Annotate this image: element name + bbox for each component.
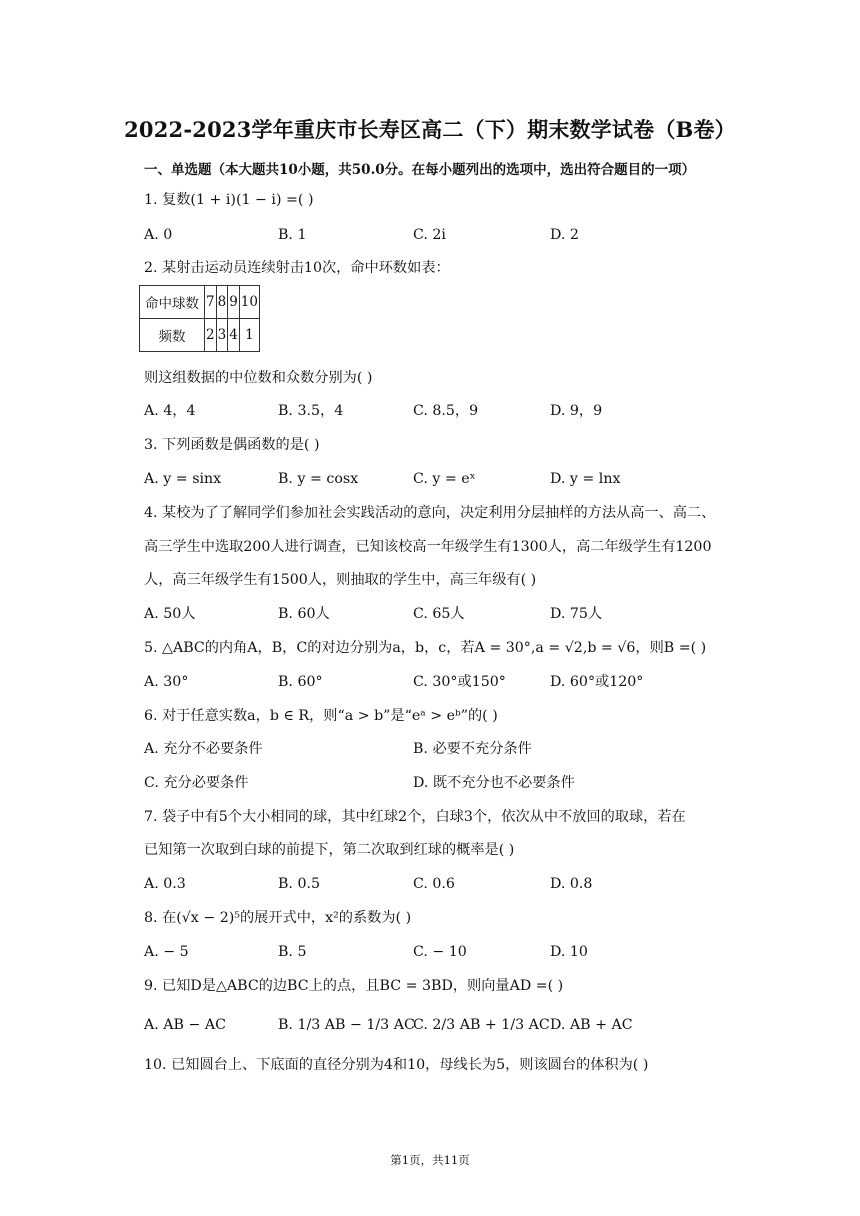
question-1: 1. 复数(1 + i)(1 − i) =( ) [144, 192, 314, 208]
section-heading: 一、单选题（本大题共10小题，共50.0分。在每小题列出的选项中，选出符合题目的一项） [144, 162, 696, 178]
table-cell: 1 [239, 319, 259, 352]
q7-option-a: A. 0.3 [144, 876, 186, 892]
q9-option-a: A. AB − AC [144, 1017, 226, 1033]
q9-option-c: C. 2/3 AB + 1/3 AC [413, 1017, 550, 1033]
q7-option-c: C. 0.6 [413, 876, 455, 892]
q9-option-d: D. AB + AC [550, 1017, 633, 1033]
q5-option-d: D. 60°或120° [550, 674, 644, 690]
q5-option-a: A. 30° [144, 674, 189, 690]
page-footer: 第1页，共11页 [390, 1153, 470, 1167]
table-cell: 4 [228, 319, 240, 352]
table-cell: 8 [216, 286, 228, 319]
q2-option-b: B. 3.5，4 [278, 403, 344, 419]
q1-option-a: A. 0 [144, 227, 173, 243]
q3-option-a: A. y = sinx [144, 471, 222, 487]
table-cell: 9 [228, 286, 240, 319]
table-row [140, 286, 260, 319]
q8-option-c: C. − 10 [413, 944, 467, 960]
q1-option-b: B. 1 [278, 227, 307, 243]
question-2: 2. 某射击运动员连续射击10次，命中环数如表： [144, 260, 450, 276]
q8-option-b: B. 5 [278, 944, 307, 960]
q4-option-b: B. 60人 [278, 606, 330, 622]
question-3: 3. 下列函数是偶函数的是( ) [144, 437, 320, 453]
q8-option-d: D. 10 [550, 944, 588, 960]
table-cell: 命中球数 [140, 286, 205, 319]
question-5: 5. △ABC的内角A，B，C的对边分别为a，b，c，若A = 30°,a = √2,b = √6，则B =( ) [144, 640, 707, 656]
question-4-line-3: 人，高三年级学生有1500人，则抽取的学生中，高三年级有( ) [144, 572, 537, 588]
table-cell: 10 [239, 286, 259, 319]
q2-option-c: C. 8.5，9 [413, 403, 479, 419]
q9-option-b: B. 1/3 AB − 1/3 AC [278, 1017, 415, 1033]
question-10: 10. 已知圆台上、下底面的直径分别为4和10，母线长为5，则该圆台的体积为( ) [144, 1057, 649, 1073]
q4-option-c: C. 65人 [413, 606, 465, 622]
question-2-continued: 则这组数据的中位数和众数分别为( ) [144, 370, 373, 386]
table-cell: 3 [216, 319, 228, 352]
q6-option-a: A. 充分不必要条件 [144, 741, 263, 757]
q5-option-c: C. 30°或150° [413, 674, 506, 690]
question-9: 9. 已知D是△ABC的边BC上的点，且BC = 3BD，则向量AD =( ) [144, 978, 564, 994]
question-7-line-2: 已知第一次取到白球的前提下，第二次取到红球的概率是( ) [144, 842, 515, 858]
q4-option-d: D. 75人 [550, 606, 603, 622]
table-cell: 7 [205, 286, 217, 319]
q5-option-b: B. 60° [278, 674, 323, 690]
table-cell: 2 [205, 319, 217, 352]
q3-option-c: C. y = eˣ [413, 471, 476, 487]
question-4-line-2: 高三学生中选取200人进行调查，已知该校高一年级学生有1300人，高二年级学生有1200 [144, 539, 712, 555]
question-6: 6. 对于任意实数a，b ∈ R，则“a > b”是“eᵃ > eᵇ”的( ) [144, 708, 498, 724]
q1-option-c: C. 2i [413, 227, 446, 243]
q3-option-b: B. y = cosx [278, 471, 359, 487]
q8-option-a: A. − 5 [144, 944, 189, 960]
table-cell: 频数 [140, 319, 205, 352]
q1-option-d: D. 2 [550, 227, 579, 243]
frequency-table [139, 285, 260, 352]
q6-option-d: D. 既不充分也不必要条件 [413, 775, 575, 791]
q4-option-a: A. 50人 [144, 606, 196, 622]
page-title: 2022-2023学年重庆市长寿区高二（下）期末数学试卷（B卷） [124, 117, 736, 142]
q6-option-c: C. 充分必要条件 [144, 775, 249, 791]
question-4: 4. 某校为了了解同学们参加社会实践活动的意向，决定利用分层抽样的方法从高一、高二、 [144, 505, 716, 521]
table-row [140, 319, 260, 352]
question-8: 8. 在(√x − 2)⁵的展开式中，x²的系数为( ) [144, 910, 412, 926]
question-7: 7. 袋子中有5个大小相同的球，其中红球2个，白球3个，依次从中不放回的取球，若在 [144, 809, 686, 825]
q7-option-d: D. 0.8 [550, 876, 593, 892]
q2-option-d: D. 9，9 [550, 403, 603, 419]
q3-option-d: D. y = lnx [550, 471, 621, 487]
q2-option-a: A. 4，4 [144, 403, 196, 419]
q6-option-b: B. 必要不充分条件 [413, 741, 532, 757]
q7-option-b: B. 0.5 [278, 876, 321, 892]
